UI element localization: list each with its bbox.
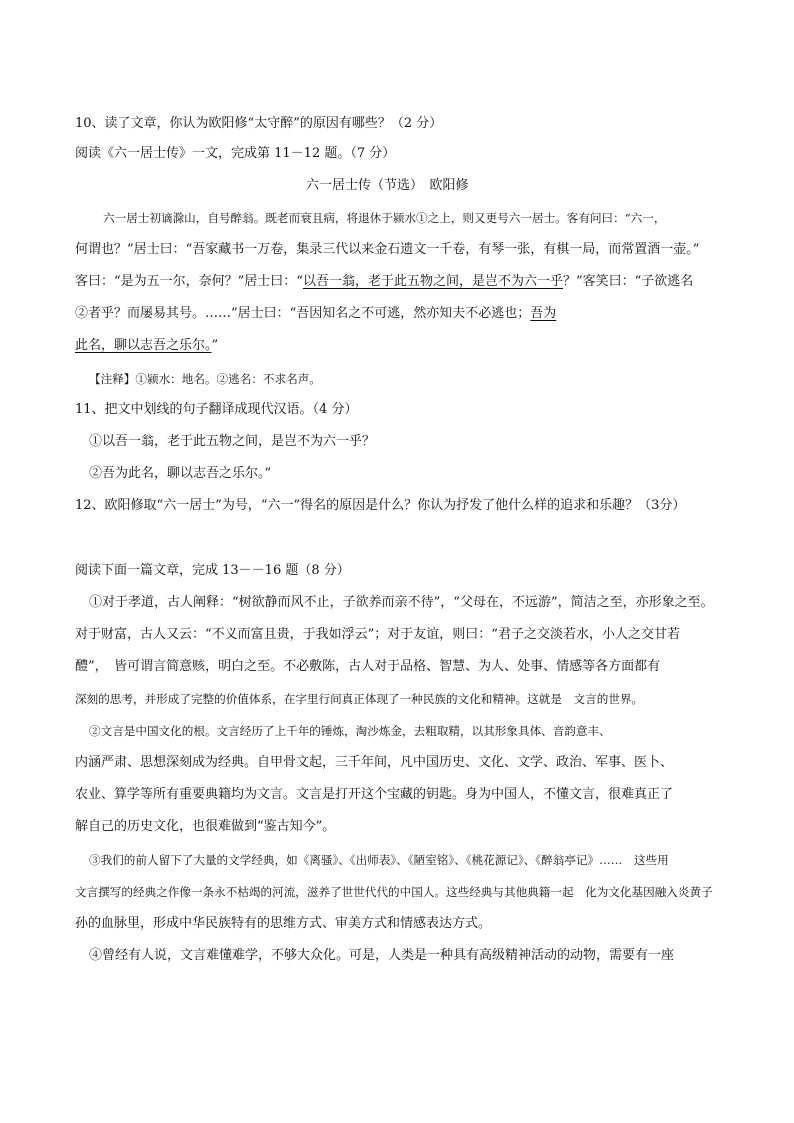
underlined-sentence-2: 吾为 — [530, 306, 557, 321]
underlined-sentence-1: 以吾一翁，老于此五物之间，是岂不为六一乎 — [302, 274, 563, 289]
passage2-line: 解自己的历史文化，也很难做到“鉴古知今”。 — [75, 819, 336, 834]
passage2-line: 农业、算学等所有重要典籍均为文言。文言是打开这个宝藏的钥匙。身为中国人，不懂文言，很难真正了 — [75, 787, 674, 802]
passage2-line: 孙的血脉里，形成中华民族特有的思维方式、审美方式和情感表达方式。 — [75, 916, 492, 931]
passage2-line: 深刻的思考，并形成了完整的价值体系，在字里行间真正体现了一种民族的文化和精神。这就是 文言的世界。 — [75, 692, 644, 706]
passage1-line — [75, 304, 556, 324]
passage1-text: ” — [211, 338, 219, 353]
question-11-item-2: ②吾为此名，聊以志吾之乐尔。” — [89, 466, 272, 481]
section-intro-11-12: 阅读《六一居士传》一文，完成第 11－12 题。（7 分） — [75, 146, 396, 161]
passage2-line: ④曾经有人说，文言难懂难学，不够大众化。可是，人类是一种具有高级精神活动的动物，需要有一座 — [89, 948, 675, 963]
annotation-note: 【注释】①颍水：地名。②逃名：不求名声。 — [89, 372, 321, 386]
passage1-line — [75, 272, 693, 292]
question-10: 10、读了文章，你认为欧阳修“太守醉”的原因有哪些？（2 分） — [75, 116, 443, 131]
passage1-line — [75, 336, 218, 356]
question-11-item-1: ①以吾一翁，老于此五物之间，是岂不为六一乎？ — [89, 434, 376, 449]
section-intro-13-16: 阅读下面一篇文章，完成 13－－16 题（8 分） — [75, 563, 350, 578]
passage2-line: ③我们的前人留下了大量的文学经典，如《离骚》、《出师表》、《陋室铭》、《桃花源记》、《醉翁亭记》…… 这些用 — [89, 853, 669, 867]
question-11: 11、把文中划线的句子翻译成现代汉语。（4 分） — [75, 402, 358, 417]
passage-title: 六一居士传（节选） 欧阳修 — [306, 178, 469, 193]
passage2-line: 对于财富，古人又云：“不义而富且贵，于我如浮云”；对于友谊，则曰：“君子之交淡若水，小人之交甘若 — [75, 627, 680, 642]
passage2-line: 醴”， 皆可谓言简意赅，明白之至。不必敷陈，古人对于品格、智慧、为人、处事、情感等各方面都有 — [75, 659, 661, 674]
passage1-text: ？”客笑曰：“子欲逃名 — [562, 274, 694, 289]
passage2-line: ②文言是中国文化的根。文言经历了上千年的锤炼，淘沙炼金，去粗取精，以其形象具体、音韵意丰、 — [89, 724, 611, 738]
passage2-line: ①对于孝道，古人阐释：“树欲静而风不止，子欲养而亲不待”，“父母在，不远游”，简洁之至，亦形象之至。 — [89, 595, 714, 610]
underlined-sentence-2-cont: 此名，聊以志吾之乐尔。 — [75, 338, 212, 353]
passage1-line: 六一居士初谪滁山，自号醉翁。既老而衰且病，将退休于颍水①之上，则又更号六一居士。客有问曰：“六一， — [103, 211, 666, 225]
passage1-text: 客曰：“是为五一尔，奈何？”居士曰：“ — [75, 274, 303, 289]
passage2-line: 内涵严肃、思想深刻成为经典。自甲骨文起，三千年间，凡中国历史、文化、文学、政治、军事、医卜、 — [75, 755, 674, 770]
passage2-line: 文言撰写的经典之作像一条永不枯竭的河流，滋养了世世代代的中国人。这些经典与其他典籍一起 化为文化基因融入炎黄子 — [75, 885, 713, 899]
question-12: 12、欧阳修取“六一居士”为号，“六一”得名的原因是什么？你认为抒发了他什么样的追求和乐趣？（3分） — [75, 498, 686, 513]
passage1-text: ②者乎？而屡易其号。……”居士曰：“吾因知名之不可逃，然亦知夫不必逃也； — [75, 306, 531, 321]
passage1-line: 何谓也？”居士曰：“吾家藏书一万卷，集录三代以来金石遗文一千卷，有琴一张，有棋一局，而常置酒一壶。” — [75, 242, 700, 257]
